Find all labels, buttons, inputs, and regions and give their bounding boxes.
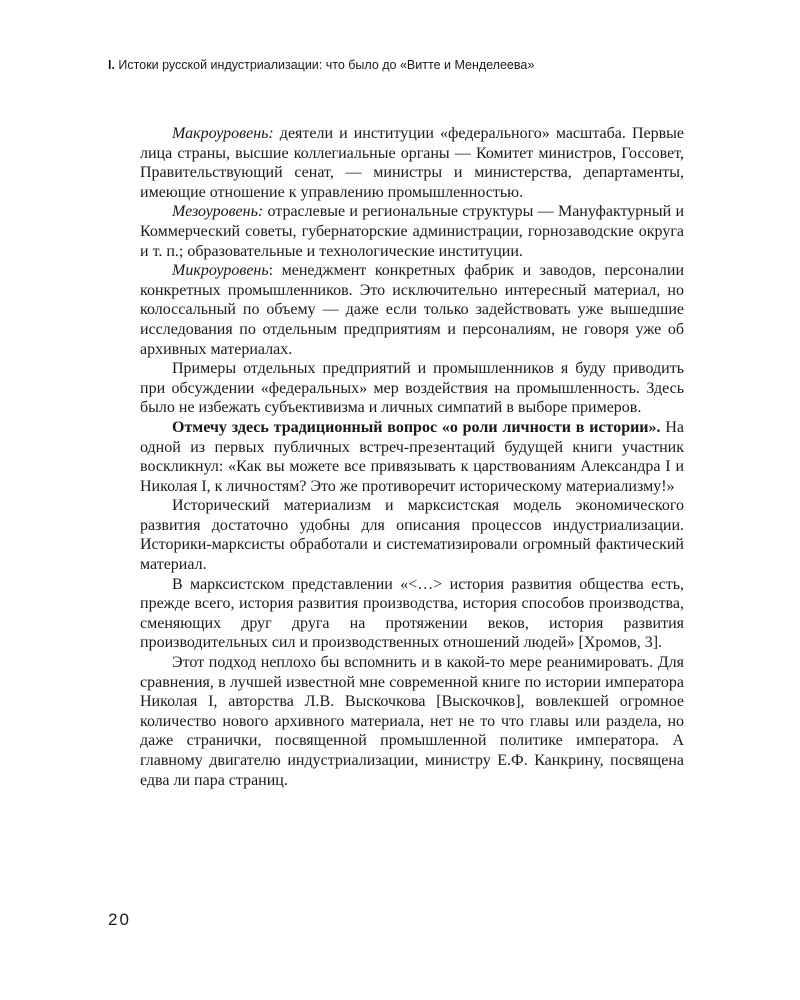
paragraph-personality bbox=[140, 418, 684, 496]
paragraph: Исторический материализм и марксистская модель экономического развития достаточно удобны для описания процессов индустриализации. Историки-марксисты обработали и систематизировали огромный фактический материал. bbox=[140, 497, 684, 574]
lead-term: Макроуровень: bbox=[172, 125, 274, 142]
lead-term: Мезоуровень: bbox=[172, 203, 264, 221]
chapter-number: I. bbox=[108, 58, 115, 72]
chapter-title: Истоки русской индустриализации: что было до «Витте и Менделеева» bbox=[114, 58, 535, 72]
running-header bbox=[108, 58, 708, 72]
paragraph: Примеры отдельных предприятий и промышленников я буду приводить при обсуждении «федеральных» мер воздействия на промышленность. Здесь было не избежать субъективизма и личных симпатий в выборе примеров. bbox=[140, 360, 684, 417]
paragraph-macro bbox=[140, 124, 684, 202]
page-number: 20 bbox=[108, 910, 131, 929]
body-text bbox=[140, 124, 684, 790]
paragraph: Этот подход неплохо бы вспомнить и в какой-то мере реанимировать. Для сравнения, в лучшей известной мне современной книге по истории императора Николая I, авторства Л.В. Выскочкова [Выскочков], вовлекшей огромное количество нового архивного материала, нет не то что главы или раздела, но даже странички, посвященной промышленной политике императора. А главному двигателю индустриализации, министру Е.Ф. Канкрину, посвящена едва ли пара страниц. bbox=[140, 654, 684, 789]
lead-term: Микроуровень bbox=[172, 262, 269, 280]
paragraph-text: : менеджмент конкретных фабрик и заводов, персоналии конкретных промышленников. Это исключительно интересный материал, но колоссальный по объему — даже если только задействовать уже вышедшие исследования по отдельным предприятиям и персоналиям, не говоря уже об архивных материалах. bbox=[140, 262, 684, 358]
paragraph-meso bbox=[140, 202, 684, 261]
lead-bold: Отмечу здесь традиционный вопрос «о роли личности в истории». bbox=[172, 418, 661, 436]
paragraph-micro bbox=[140, 261, 684, 359]
paragraph-text: отраслевые и региональные структуры — Мануфактурный и Коммерческий советы, губернаторские администрации, горнозаводские округа и т. п.; образовательные и технологические институции. bbox=[140, 203, 684, 260]
paragraph-text: На одной из первых публичных встреч-презентаций будущей книги участник воскликнул: «Как вы можете все привязывать к царствованиям Александра I и Николая I, к личностям? Это же противоречит историческому материализму!» bbox=[140, 418, 684, 495]
paragraph: В марксистском представлении «<…> история развития общества есть, прежде всего, история развития производства, история способов производства, сменяющих друг друга на протяжении веков, история развития производительных сил и производственных отношений людей» [Хромов, 3]. bbox=[140, 575, 684, 652]
paragraph-text: деятели и институции «федерального» масштаба. Первые лица страны, высшие коллегиальные органы — Комитет министров, Госсовет, Правительствующий сенат, — министры и министерства, департаменты, имеющие отношение к управлению промышленностью. bbox=[140, 125, 684, 201]
